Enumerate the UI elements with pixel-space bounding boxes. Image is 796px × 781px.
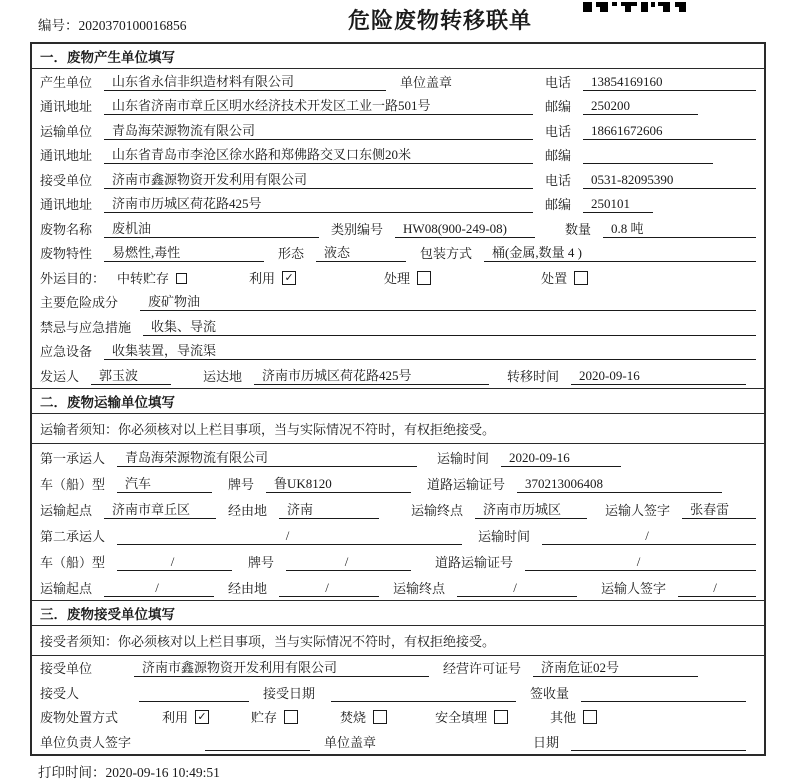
carrier-signature-value: 张春雷 (682, 499, 756, 519)
transporter-postcode-value (583, 163, 713, 164)
accepting-unit-label: 接受单位 (40, 661, 93, 676)
row-vehicle-1 (32, 470, 764, 496)
route-via2-label: 经由地 (228, 580, 268, 596)
transport-time2-value: / (542, 528, 756, 545)
disposal-other-label: 其他 (550, 710, 577, 725)
disposal-other-checkbox (583, 710, 597, 724)
second-carrier-label: 第二承运人 (40, 528, 106, 544)
hazard-component-value: 废矿物油 (140, 291, 756, 311)
waste-name-label: 废物名称 (40, 221, 93, 237)
page-title: 危险废物转移联单 (347, 8, 532, 33)
received-amount-label: 签收量 (530, 685, 570, 701)
carrier-signature2-label: 运输人签字 (601, 580, 667, 596)
second-carrier-value: / (117, 528, 462, 545)
first-carrier-label: 第一承运人 (40, 450, 106, 466)
purpose-treat-label: 处理 (384, 270, 411, 286)
row-producer-address (32, 94, 764, 119)
category-code-label: 类别编号 (331, 221, 384, 237)
receiver-address-value: 济南市历城区荷花路425号 (104, 193, 533, 213)
route-origin-label: 运输起点 (40, 502, 93, 518)
producer-postcode-value: 250200 (583, 98, 698, 115)
disposal-storage-label: 贮存 (251, 710, 278, 725)
producer-postcode-label: 邮编 (545, 99, 572, 114)
row-hazard-component (32, 290, 764, 315)
transfer-storage-label: 中转贮存 (117, 270, 170, 286)
section-producer-header: 一．废物产生单位填写 (32, 44, 764, 69)
producer-unit-value: 山东省永信非织造材料有限公司 (104, 71, 386, 91)
document-header (0, 0, 796, 42)
route-via-value: 济南 (279, 499, 379, 519)
route-end-label: 运输终点 (411, 502, 464, 518)
row-receiver-unit (32, 167, 764, 192)
route-end2-label: 运输终点 (393, 580, 446, 596)
quantity-label: 数量 (565, 221, 592, 237)
purpose-utilize-label: 利用 (249, 270, 276, 286)
vehicle-type-value: 汽车 (117, 473, 212, 493)
road-permit2-label: 道路运输证号 (435, 554, 514, 570)
row-left (40, 193, 545, 213)
section-receiver-header: 三．废物接受单位填写 (32, 601, 764, 626)
row-first-carrier (32, 444, 764, 470)
emergency-measures-label: 禁忌与应急措施 (40, 319, 132, 335)
row-waste-name (32, 216, 764, 241)
packaging-label: 包装方式 (420, 246, 473, 261)
print-time-value: 2020-09-16 10:49:51 (105, 764, 220, 780)
receiver-phone-value: 0531-82095390 (583, 172, 756, 189)
route-end-value: 济南市历城区 (475, 499, 587, 519)
row-second-carrier (32, 522, 764, 548)
disposal-incinerate-checkbox (373, 710, 387, 724)
emergency-measures-value: 收集、导流 (143, 316, 756, 336)
route-origin2-value: / (104, 580, 214, 597)
qr-code-fragment (583, 0, 686, 10)
section-producer (32, 44, 764, 388)
vehicle-type2-value: / (117, 554, 232, 571)
plate-number2-label: 牌号 (248, 554, 275, 570)
row-left (40, 71, 545, 91)
section-transport (32, 388, 764, 600)
transporter-notice: 运输者须知：你必须核对以上栏目事项，当与实际情况不符时，有权拒绝接受。 (32, 414, 764, 444)
plate-number-label: 牌号 (228, 476, 255, 492)
receiver-unit-value: 济南市鑫源物资开发利用有限公司 (104, 169, 533, 189)
transporter-phone-value: 18661672606 (583, 123, 756, 140)
consignor-value: 郭玉波 (91, 365, 171, 385)
unit-seal2-label: 单位盖章 (324, 734, 377, 750)
row-transfer-purpose (32, 265, 764, 290)
transfer-date-label: 转移时间 (507, 368, 560, 384)
first-carrier-value: 青岛海荣源物流有限公司 (117, 447, 417, 467)
section-transport-header: 二．废物运输单位填写 (32, 389, 764, 414)
transporter-unit-label: 运输单位 (40, 123, 93, 139)
transporter-unit-value: 青岛海荣源物流有限公司 (104, 120, 533, 140)
row-emergency-measures (32, 314, 764, 339)
accepting-unit-value: 济南市鑫源物资开发利用有限公司 (134, 657, 429, 677)
producer-address-label: 通讯地址 (40, 99, 93, 114)
accept-date-value (331, 701, 516, 702)
responsible-signature-label: 单位负责人签字 (40, 734, 132, 750)
waste-property-value: 易燃性,毒性 (104, 242, 264, 262)
disposal-method-label: 废物处置方式 (40, 710, 119, 725)
row-responsible-signature (32, 729, 764, 754)
route-origin-value: 济南市章丘区 (104, 499, 216, 519)
accept-date-label: 接受日期 (263, 685, 316, 701)
date-label: 日期 (533, 734, 560, 750)
row-left (40, 120, 545, 140)
packaging-value: 桶(金属,数量 4 ) (484, 242, 756, 262)
row-accepting-unit (32, 656, 764, 681)
destination-value: 济南市历城区荷花路425号 (254, 365, 489, 385)
print-time (38, 761, 796, 781)
disposal-landfill-checkbox (494, 710, 508, 724)
road-permit-value: 370213006408 (517, 476, 722, 493)
form-state-value: 液态 (316, 242, 406, 262)
transfer-storage-checkbox (176, 273, 187, 284)
vehicle-type2-label: 车（船）型 (40, 554, 106, 570)
serial-label: 编号： (38, 18, 79, 33)
transporter-postcode-label: 邮编 (545, 148, 572, 163)
row-vehicle-2 (32, 548, 764, 574)
route-via-label: 经由地 (228, 502, 268, 518)
row-emergency-equipment (32, 339, 764, 364)
quantity-value: 0.8 吨 (603, 218, 756, 238)
purpose-utilize-checkbox: ✓ (282, 271, 296, 285)
producer-unit-label: 产生单位 (40, 74, 93, 90)
row-producer-unit (32, 69, 764, 94)
section-receiver (32, 600, 764, 754)
row-left (40, 95, 545, 115)
row-route-1 (32, 496, 764, 522)
transport-time-value: 2020-09-16 (501, 450, 621, 467)
serial-value: 2020370100016856 (78, 18, 187, 33)
row-waste-property (32, 241, 764, 266)
row-left (40, 144, 545, 164)
received-amount-value (581, 701, 746, 702)
destination-label: 运达地 (203, 368, 243, 384)
transport-time2-label: 运输时间 (478, 528, 531, 544)
form-state-label: 形态 (278, 246, 305, 261)
license-number-label: 经营许可证号 (443, 661, 522, 676)
receiver-postcode-label: 邮编 (545, 197, 572, 212)
purpose-treat-checkbox (417, 271, 431, 285)
accepting-person-value (139, 701, 249, 702)
waste-property-label: 废物特性 (40, 246, 93, 261)
transfer-form (30, 42, 766, 756)
route-end2-value: / (457, 580, 577, 597)
emergency-equipment-value: 收集装置，导流渠 (104, 340, 756, 360)
carrier-signature2-value: / (678, 580, 756, 597)
transporter-address-value: 山东省青岛市李沧区徐水路和郑佛路交叉口东侧20米 (104, 144, 533, 164)
plate-number2-value: / (286, 554, 411, 571)
producer-phone-label: 电话 (545, 74, 572, 90)
producer-phone-value: 13854169160 (583, 74, 756, 91)
waste-name-value: 废机油 (104, 218, 319, 238)
row-disposal-method (32, 705, 764, 730)
transporter-phone-label: 电话 (545, 123, 572, 139)
transfer-purpose-label: 外运目的： (40, 270, 106, 286)
purpose-dispose-checkbox (574, 271, 588, 285)
road-permit2-value: / (525, 554, 756, 571)
plate-number-value: 鲁UK8120 (266, 473, 411, 493)
vehicle-type-label: 车（船）型 (40, 476, 106, 492)
disposal-utilize-checkbox: ✓ (195, 710, 209, 724)
license-number-value: 济南危证02号 (533, 657, 698, 677)
row-accepting-person (32, 680, 764, 705)
row-receiver-address (32, 192, 764, 217)
emergency-equipment-label: 应急设备 (40, 344, 93, 359)
unit-seal-label: 单位盖章 (400, 74, 453, 90)
carrier-signature-label: 运输人签字 (605, 502, 671, 518)
disposal-utilize-label: 利用 (162, 710, 189, 725)
row-route-2 (32, 574, 764, 600)
row-transporter-address (32, 143, 764, 168)
transfer-date-value: 2020-09-16 (571, 368, 746, 385)
receiver-postcode-value: 250101 (583, 196, 653, 213)
responsible-signature-value (205, 750, 310, 751)
route-via2-value: / (279, 580, 379, 597)
disposal-incinerate-label: 焚烧 (340, 710, 367, 725)
receiver-address-label: 通讯地址 (40, 197, 93, 212)
print-time-label: 打印时间： (38, 764, 106, 780)
transport-time-label: 运输时间 (437, 450, 490, 466)
receiver-phone-label: 电话 (545, 172, 572, 188)
consignor-label: 发运人 (40, 368, 80, 384)
accepting-person-label: 接受人 (40, 685, 80, 701)
transporter-address-label: 通讯地址 (40, 148, 93, 163)
route-origin2-label: 运输起点 (40, 580, 93, 596)
receiver-unit-label: 接受单位 (40, 172, 93, 188)
hazard-component-label: 主要危险成分 (40, 295, 119, 310)
disposal-landfill-label: 安全填埋 (435, 710, 488, 725)
row-left (40, 169, 545, 189)
purpose-dispose-label: 处置 (541, 270, 568, 286)
road-permit-label: 道路运输证号 (427, 476, 506, 492)
receiver-notice: 接受者须知：你必须核对以上栏目事项，当与实际情况不符时，有权拒绝接受。 (32, 626, 764, 656)
category-code-value: HW08(900-249-08) (395, 221, 535, 238)
row-transporter-unit (32, 118, 764, 143)
date-value (571, 750, 746, 751)
disposal-storage-checkbox (284, 710, 298, 724)
producer-address-value: 山东省济南市章丘区明水经济技术开发区工业一路501号 (104, 95, 533, 115)
row-consignor (32, 363, 764, 388)
